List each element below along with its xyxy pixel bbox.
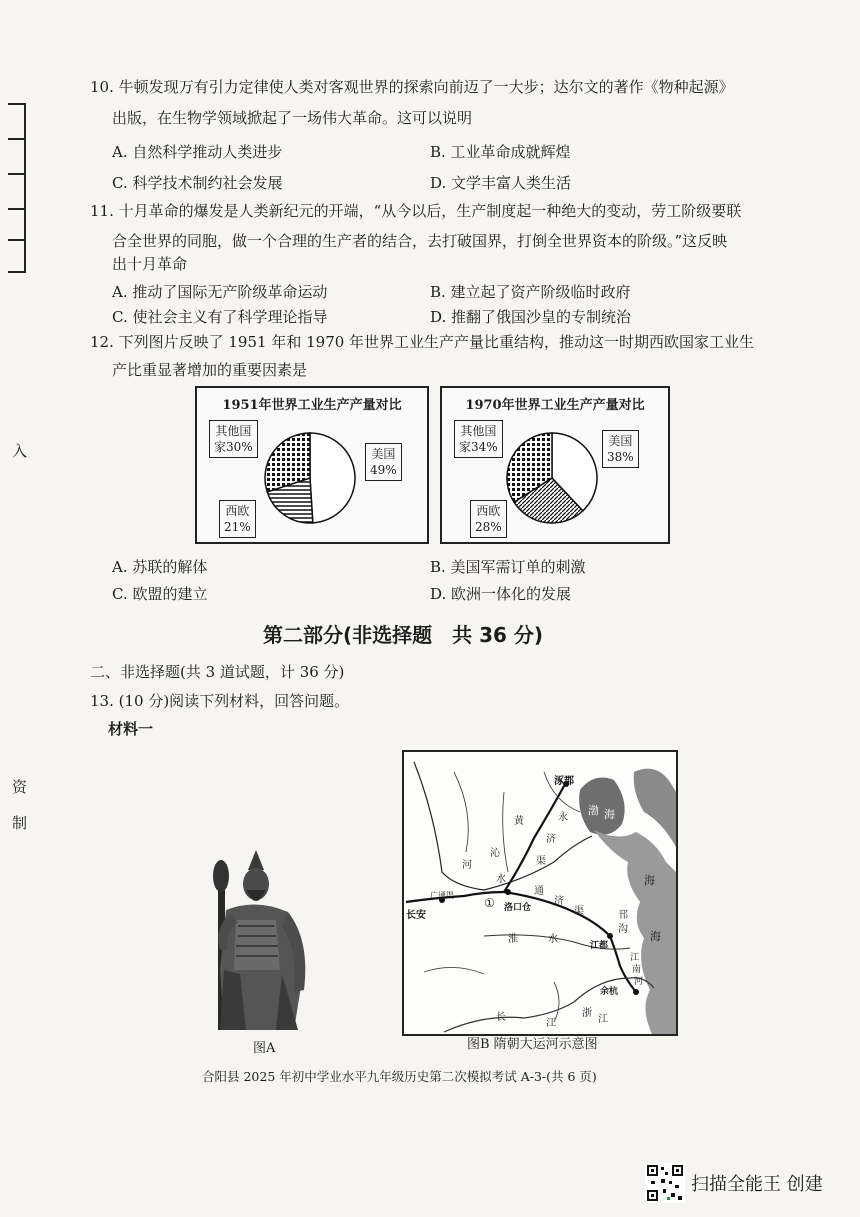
map-label-bohai: 渤 <box>588 804 599 817</box>
margin-char: 入 <box>12 442 28 460</box>
q12-line2: 产比重显著增加的重要因素是 <box>112 361 308 379</box>
q11-option-d[interactable]: D. 推翻了俄国沙皇的专制统治 <box>430 308 632 326</box>
map-label: 江 <box>630 953 640 963</box>
figure-b-caption: 图B 隋朝大运河示意图 <box>467 1037 598 1052</box>
map-label: 淮 <box>508 934 518 945</box>
q11-option-a[interactable]: A. 推动了国际无产阶级革命运动 <box>112 283 328 301</box>
callout-line: 家34% <box>459 440 498 454</box>
map-label-luokou: 洛口仓 <box>504 903 532 913</box>
callout-line: 家30% <box>214 440 253 454</box>
chart-title: 1970年世界工业生产产量对比 <box>465 398 645 413</box>
map-label: 水 <box>548 934 558 945</box>
q11-line1: 11. 十月革命的爆发是人类新纪元的开端，“从今以后，生产制度起一种绝大的变动，劳工阶级要联 <box>90 202 742 220</box>
callout-other-1951 <box>209 420 258 458</box>
map-label: 沟 <box>618 924 628 935</box>
q11-option-c[interactable]: C. 使社会主义有了科学理论指导 <box>112 308 328 326</box>
callout-line: 西欧 <box>225 504 250 518</box>
map-label: 沁 <box>490 848 500 859</box>
map-label: 江 <box>546 1018 556 1029</box>
callout-usa-1970 <box>602 430 639 468</box>
callout-usa-1951 <box>365 443 402 481</box>
callout-we-1951 <box>219 500 256 538</box>
callout-we-1970 <box>470 500 507 538</box>
map-label: 永 <box>558 812 568 823</box>
callout-line: 21% <box>224 520 251 534</box>
map-label-marker: ① <box>484 896 495 910</box>
binding-tick <box>8 173 24 175</box>
q10-option-a[interactable]: A. 自然科学推动人类进步 <box>112 143 283 161</box>
q10-option-b[interactable]: B. 工业革命成就辉煌 <box>430 143 571 161</box>
pie-chart-1951 <box>195 386 429 544</box>
callout-line: 49% <box>370 463 397 477</box>
q11-line2: 合全世界的同胞，做一个合理的生产者的结合，去打破国界，打倒全世界资本的阶级。”这反映 <box>112 232 728 250</box>
page-footer: 合阳县 2025 年初中学业水平九年级历史第二次模拟考试 A-3-(共 6 页) <box>202 1069 597 1084</box>
statue-image <box>206 850 316 1030</box>
map-label-jiangdu: 江都 <box>590 941 609 951</box>
map-label: 广通渠 <box>430 891 454 900</box>
map-label: 南 <box>632 965 642 975</box>
binding-line <box>8 103 26 273</box>
map-label-changan: 长安 <box>406 910 426 921</box>
q12-option-a[interactable]: A. 苏联的解体 <box>112 558 208 576</box>
qr-code-icon <box>645 1163 685 1203</box>
q11-line3: 出十月革命 <box>112 255 188 273</box>
binding-tick <box>8 239 24 241</box>
q11-option-b[interactable]: B. 建立起了资产阶级临时政府 <box>430 283 631 301</box>
callout-line: 美国 <box>608 434 633 448</box>
chart-title: 1951年世界工业生产产量对比 <box>222 398 402 413</box>
map-label: 济 <box>554 896 564 907</box>
map-label-sea: 海 <box>650 930 661 943</box>
q10-line1: 10. 牛顿发现万有引力定律使人类对客观世界的探索向前迈了一大步；达尔文的著作《物种起源》 <box>90 78 734 96</box>
map-label: 济 <box>546 834 556 845</box>
map-label-yuhang: 余杭 <box>600 987 619 997</box>
binding-tick <box>8 208 24 210</box>
callout-line: 38% <box>607 450 634 464</box>
q10-line2: 出版，在生物学领域掀起了一场伟大革命。这可以说明 <box>112 109 473 127</box>
part-two-title: 第二部分(非选择题 共 36 分) <box>263 623 544 647</box>
map-label: 浙 <box>582 1008 592 1019</box>
map-label-sea: 海 <box>644 874 655 887</box>
q12-option-b[interactable]: B. 美国军需订单的刺激 <box>430 558 586 576</box>
callout-line: 西欧 <box>476 504 501 518</box>
callout-line: 美国 <box>371 447 396 461</box>
map-label: 渠 <box>536 856 546 867</box>
pie-slice-美国 <box>310 433 355 523</box>
callout-line: 其他国 <box>460 424 497 438</box>
map-label: 渠 <box>574 906 584 917</box>
q13-stem: 13. (10 分)阅读下列材料，回答问题。 <box>90 692 350 710</box>
map-label: 江 <box>598 1014 608 1025</box>
q10-option-c[interactable]: C. 科学技术制约社会发展 <box>112 174 283 192</box>
scanner-brand: 扫描全能王 创建 <box>691 1174 823 1195</box>
figure-a-caption: 图A <box>253 1041 276 1056</box>
q12-line1: 12. 下列图片反映了 1951 年和 1970 年世界工业生产产量比重结构，推动这一时期西欧国家工业生 <box>90 333 755 351</box>
map-label: 河 <box>462 860 472 871</box>
q12-option-d[interactable]: D. 欧洲一体化的发展 <box>430 585 572 603</box>
pie-chart-1970 <box>440 386 670 544</box>
map-label: 邗 <box>618 910 628 921</box>
map-label-zhuojun: 涿郡 <box>554 776 574 787</box>
q10-option-d[interactable]: D. 文学丰富人类生活 <box>430 174 572 192</box>
binding-tick <box>8 138 24 140</box>
map-label: 河 <box>634 977 644 987</box>
callout-line: 其他国 <box>215 424 252 438</box>
q12-option-c[interactable]: C. 欧盟的建立 <box>112 585 208 603</box>
material-one-label: 材料一 <box>108 720 154 738</box>
map-label: 通 <box>534 886 544 897</box>
map-label: 黄 <box>514 816 524 827</box>
margin-char: 资 <box>12 778 28 796</box>
margin-char: 制 <box>12 814 28 832</box>
map-label: 水 <box>496 874 506 885</box>
callout-line: 28% <box>475 520 502 534</box>
part-two-heading: 二、非选择题(共 3 道试题，计 36 分) <box>90 663 345 681</box>
grand-canal-map <box>402 750 678 1036</box>
map-label: 长 <box>496 1012 506 1023</box>
map-label-bohai: 海 <box>604 808 615 821</box>
callout-other-1970 <box>454 420 503 458</box>
